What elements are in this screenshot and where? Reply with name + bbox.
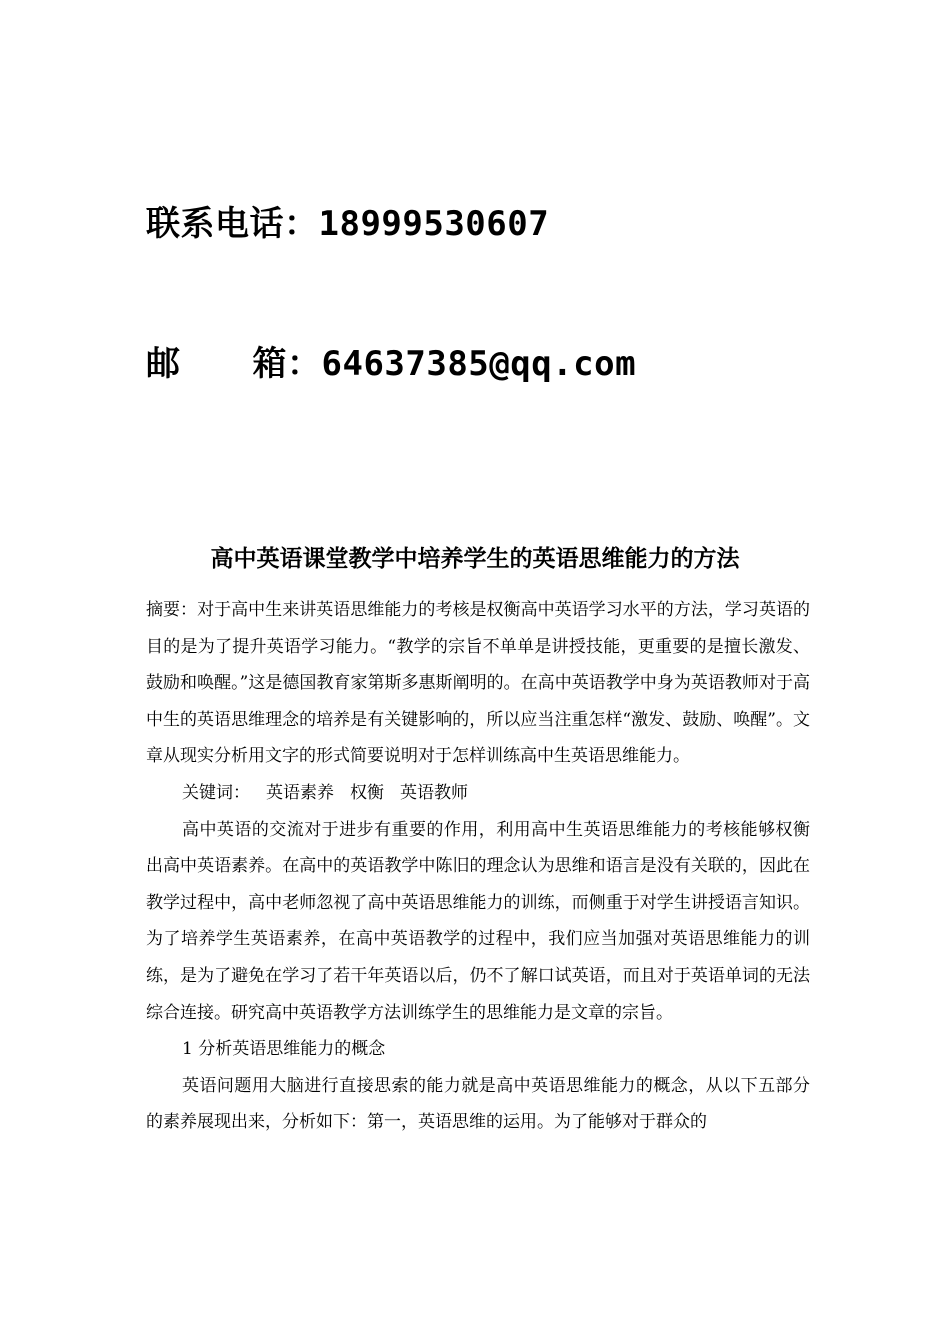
keyword-item: 英语素养 <box>266 782 334 803</box>
paper-body <box>146 592 810 1141</box>
abstract: 摘要：对于高中生来讲英语思维能力的考核是权衡高中英语学习水平的方法，学习英语的目的是为了提升英语学习能力。“教学的宗旨不单单是讲授技能，更重要的是擅长激发、鼓励和唤醒。”这是德国教育家第斯多惠斯阐明的。在高中英语教学中身为英语教师对于高中生的英语思维理念的培养是有关键影响的，所以应当注重怎样“激发、鼓励、唤醒”。文章从现实分析用文字的形式简要说明对于怎样训练高中生英语思维能力。 <box>146 600 810 767</box>
email-label-rest: 箱： <box>252 344 322 384</box>
paper-title: 高中英语课堂教学中培养学生的英语思维能力的方法 <box>210 546 740 572</box>
keyword-item: 权衡 <box>350 782 384 803</box>
phone-label: 联系电话： <box>146 204 319 244</box>
contact-email <box>146 336 636 385</box>
section-heading: 1 分析英语思维能力的概念 <box>182 1039 386 1060</box>
keywords-label: 关键词： <box>182 782 250 803</box>
contact-phone <box>146 196 549 245</box>
phone-number: 18999530607 <box>318 204 550 244</box>
intro-paragraph: 高中英语的交流对于进步有重要的作用，利用高中生英语思维能力的考核能够权衡出高中英语素养。在高中的英语教学中陈旧的理念认为思维和语言是没有关联的，因此在教学过程中，高中老师忽视了高中英语思维能力的训练，而侧重于对学生讲授语言知识。为了培养学生英语素养，在高中英语教学的过程中，我们应当加强对英语思维能力的训练，是为了避免在学习了若干年英语以后，仍不了解口试英语，而且对于英语单词的无法综合连接。研究高中英语教学方法训练学生的思维能力是文章的宗旨。 <box>146 819 810 1023</box>
section-paragraph: 英语问题用大脑进行直接思索的能力就是高中英语思维能力的概念，从以下五部分的素养展现出来，分析如下：第一，英语思维的运用。为了能够对于群众的 <box>146 1075 810 1133</box>
email-label-first-char: 邮 <box>146 344 181 384</box>
keyword-item: 英语教师 <box>400 782 468 803</box>
keywords <box>146 775 810 812</box>
email-address: 64637385@qq.com <box>321 344 637 384</box>
